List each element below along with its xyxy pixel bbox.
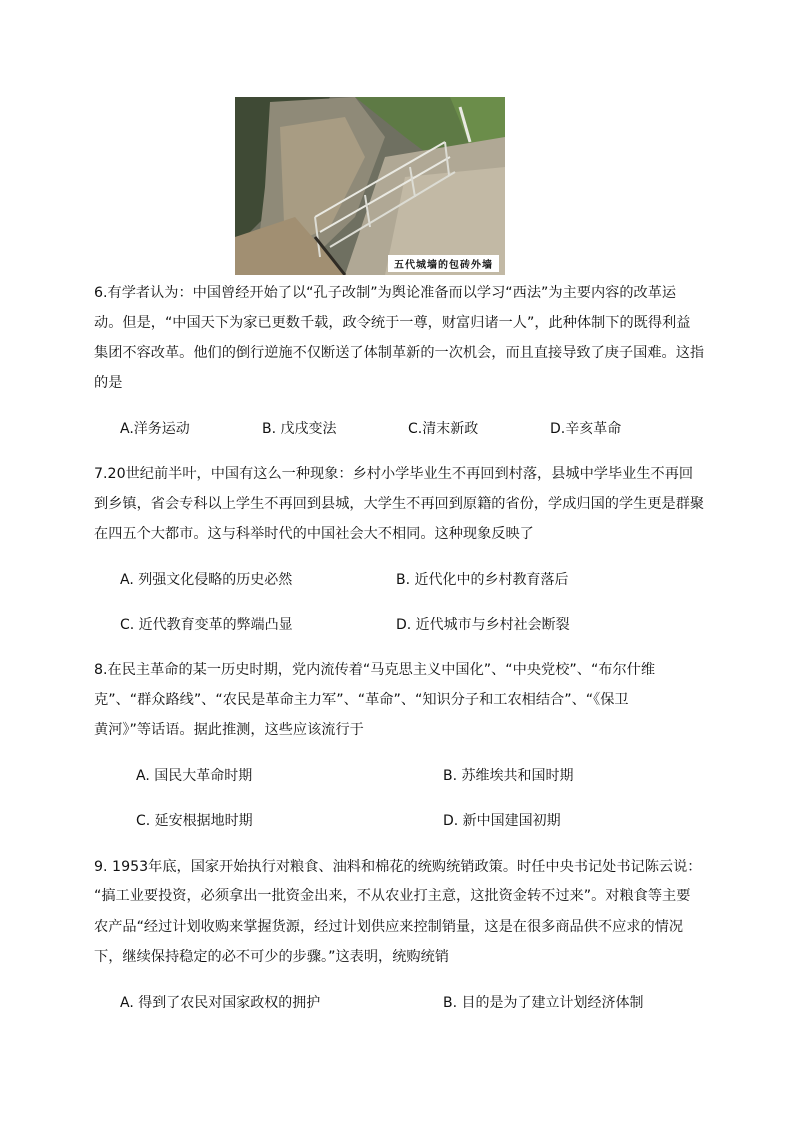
- question-6-option-a: A.洋务运动: [120, 421, 190, 437]
- question-6-option-d: D.辛亥革命: [550, 421, 622, 437]
- question-7-line-2: 到乡镇，省会专科以上学生不再回到县城，大学生不再回到原籍的省份，学成归国的学生更是群聚: [94, 496, 705, 512]
- city-wall-photo: [235, 97, 505, 275]
- question-9-line-1: 9. 1953年底，国家开始执行对粮食、油料和棉花的统购统销政策。时任中央书记处书记陈云说：: [94, 859, 702, 875]
- question-8-line-2: 克”、“群众路线”、“农民是革命主力军”、“革命”、“知识分子和工农相结合”、“《保卫: [94, 692, 629, 708]
- question-9-line-4: 下，继续保持稳定的必不可少的步骤。”这表明，统购统销: [94, 949, 449, 965]
- question-9-line-2: “搞工业要投资，必须拿出一批资金出来，不从农业打主意，这批资金转不过来”。对粮食等主要: [94, 888, 691, 904]
- question-7-option-b: B. 近代化中的乡村教育落后: [396, 572, 569, 588]
- question-8-option-a: A. 国民大革命时期: [136, 768, 253, 784]
- question-8-line-1: 8.在民主革命的某一历史时期，党内流传着“马克思主义中国化”、“中央党校”、“布尔什维: [94, 662, 656, 678]
- question-7-option-a: A. 列强文化侵略的历史必然: [120, 572, 293, 588]
- question-8-line-3: 黄河》”等话语。据此推测，这些应该流行于: [94, 722, 364, 738]
- question-7-option-d: D. 近代城市与乡村社会断裂: [396, 617, 570, 633]
- question-6-option-b: B. 戊戌变法: [262, 421, 337, 437]
- question-7-line-1: 7.20世纪前半叶，中国有这么一种现象：乡村小学毕业生不再回到村落，县城中学毕业生不再回: [94, 466, 694, 482]
- question-6-line-4: 的是: [94, 375, 123, 391]
- question-6-line-1: 6.有学者认为：中国曾经开始了以“孔子改制”为舆论准备而以学习“西法”为主要内容的改革运: [94, 285, 677, 301]
- question-7-line-3: 在四五个大都市。这与科举时代的中国社会大不相同。这种现象反映了: [94, 526, 534, 542]
- question-9-option-b: B. 目的是为了建立计划经济体制: [443, 995, 644, 1011]
- question-6-line-2: 动。但是，“中国天下为家已更数千载，政令统于一尊，财富归诸一人”，此种体制下的既得利益: [94, 315, 691, 331]
- question-8-option-d: D. 新中国建国初期: [443, 813, 561, 829]
- question-7-option-c: C. 近代教育变革的弊端凸显: [120, 617, 293, 633]
- photo-illustration: [235, 97, 505, 275]
- question-8-option-c: C. 延安根据地时期: [136, 813, 253, 829]
- question-9-line-3: 农产品“经过计划收购来掌握货源，经过计划供应来控制销量，这是在很多商品供不应求的情况: [94, 919, 684, 935]
- photo-caption: 五代城墙的包砖外墙: [388, 255, 499, 272]
- question-9-option-a: A. 得到了农民对国家政权的拥护: [120, 995, 321, 1011]
- question-6-option-c: C.清末新政: [408, 421, 479, 437]
- question-8-option-b: B. 苏维埃共和国时期: [443, 768, 574, 784]
- question-6-line-3: 集团不容改革。他们的倒行逆施不仅断送了体制革新的一次机会，而且直接导致了庚子国难。这指: [94, 345, 705, 361]
